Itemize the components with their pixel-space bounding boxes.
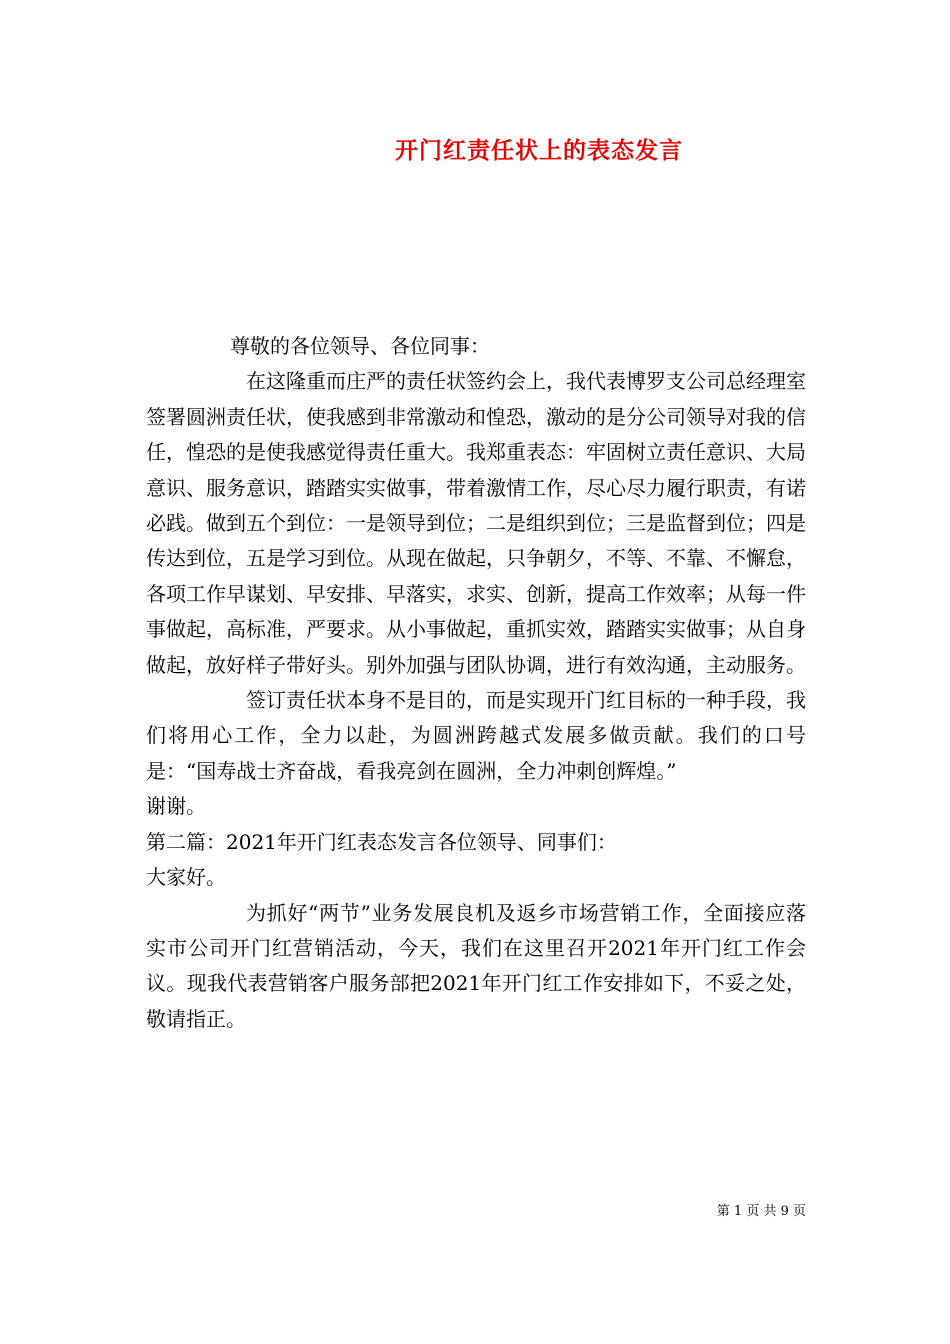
body-paragraph: 签订责任状本身不是目的，而是实现开门红目标的一种手段，我们将用心工作，全力以赴，为圆洲跨越式发展多做贡献。我们的口号是：“国寿战士齐奋战，看我亮剑在圆洲，全力冲刺创辉煌。” xyxy=(146,688,806,783)
page-number: 第 1 页 共 9 页 xyxy=(716,1204,806,1219)
section-heading-paragraph: 第二篇：2021年开门红表态发言各位领导、同事们： xyxy=(146,829,617,854)
body-paragraph: 为抓好“两节”业务发展良机及返乡市场营销工作，全面接应落实市公司开门红营销活动，今天，我们在这里召开2021年开门红工作会议。现我代表营销客户服务部把2021年开门红工作安排如下，不妥之处，敬请指正。 xyxy=(146,900,806,1031)
greeting-paragraph: 大家好。 xyxy=(146,865,226,890)
document-body xyxy=(146,329,806,1037)
body-paragraph: 在这隆重而庄严的责任状签约会上，我代表博罗支公司总经理室签署圆洲责任状，使我感到非常激动和惶恐，激动的是分公司领导对我的信任，惶恐的是使我感觉得责任重大。我郑重表态：牢固树立责任意识、大局意识、服务意识，踏踏实实做事，带着激情工作，尽心尽力履行职责，有诺必践。做到五个到位：一是领导到位；二是组织到位；三是监督到位；四是传达到位，五是学习到位。从现在做起，只争朝夕，不等、不靠、不懈怠，各项工作早谋划、早安排、早落实，求实、创新，提高工作效率；从每一件事做起，高标准，严要求。从小事做起，重抓实效，踏踏实实做事；从自身做起，放好样子带好头。别外加强与团队协调，进行有效沟通，主动服务。 xyxy=(146,369,806,677)
thanks-paragraph: 谢谢。 xyxy=(146,794,206,819)
salutation-paragraph: 尊敬的各位领导、各位同事： xyxy=(230,334,490,358)
page-title: 开门红责任状上的表态发言 xyxy=(395,137,683,164)
